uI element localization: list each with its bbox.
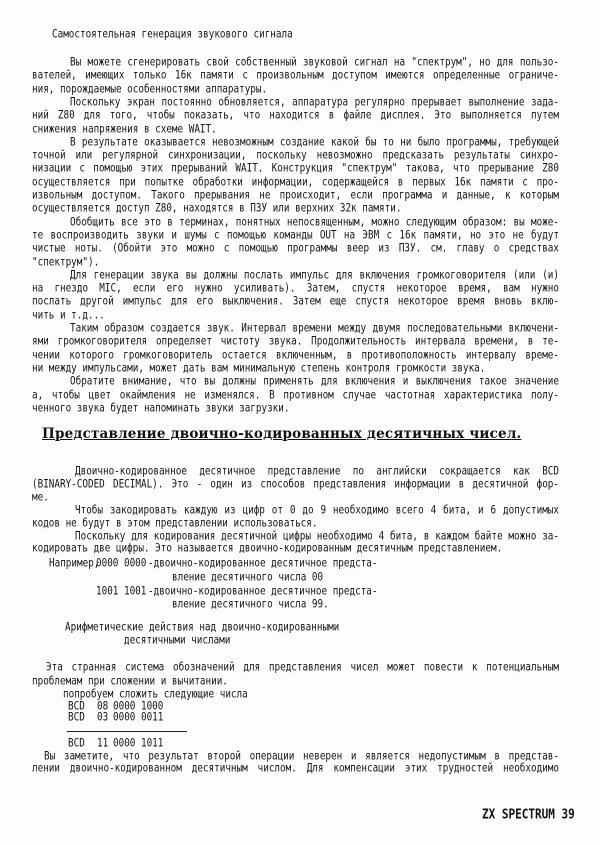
example-desc: -двоично-кодированное десятичное предста- [148, 584, 378, 599]
text-line: ний Z80 для того, чтобы показать, что находится в файле дисплея. Это выполняется путем [32, 108, 559, 123]
example-desc: вление десятичного числа 99. [172, 597, 329, 612]
text-line: Вы можете сгенерировать свой собственный звуковой сигнал на "спектрум", но для пользо- [70, 55, 559, 70]
text-line: ями громкоговорителя определяет чистоту звука. Продолжительность интервала времени, в те- [32, 334, 559, 349]
bcd-binary: 0000 1000 [113, 699, 164, 714]
text-line: Эта странная система обозначений для представления чисел может повести к потенциальным [46, 660, 559, 675]
subheading: десятичными числами [124, 633, 231, 648]
bcd-tag: BCD [68, 736, 85, 751]
section-title: Самостоятельная генерация звукового сигнала [52, 27, 293, 42]
text-line: кодов не будут в этом представлении использоваться. [32, 516, 318, 530]
text-line: Для генерации звука вы должны послать импульс для включения громкоговорителя (или (и) [70, 268, 559, 283]
addition-label: попробуем сложить следующие числа [63, 687, 248, 702]
text-line: на гнездо MIC, если его нужно усиливать). Затем, спустя некоторое время, вам нужно [32, 281, 559, 296]
subheading: Арифметические действия над двоично-кодированными [65, 620, 340, 635]
text-line: извольным доступом. Такого прерывания не происходит, если программа и данные, к которым [32, 188, 559, 203]
text-line: Таким образом создается звук. Интервал времени между двумя последовательными включени- [70, 321, 559, 336]
text-line: "спектрум"). [32, 255, 100, 269]
bcd-decimal: 11 [97, 736, 109, 751]
text-line: а, чтобы цвет окаймления не изменялся. В противном случае частотная характеристика полу- [32, 388, 559, 402]
section-heading: Представление двоично-кодированных десятичных чисел. [42, 426, 522, 442]
text-line: Двоично-кодированное десятичное представление по английски сокращается как BCD [75, 464, 559, 479]
text-line: кодировать две цифры. Это называется двоично-кодированным десятичным представлением. [32, 541, 503, 556]
text-line: чении которого громкоговоритель остается включенным, в противоположность интервалу време- [32, 348, 559, 362]
text-line: Вы заметите, что результат второй операции неверен и является недопустимым в представ- [44, 749, 559, 764]
text-line: Обратите внимание, что вы должны применять для включения и выключения такое значение [70, 374, 559, 389]
text-line: ме. [32, 490, 49, 505]
bcd-binary: 0000 0011 [113, 710, 164, 725]
example-desc: -двоично-кодированное десятичное предста- [148, 556, 378, 571]
example-code: 1001 1001 [96, 584, 147, 599]
bcd-decimal: 03 [97, 710, 109, 725]
bcd-tag: BCD [68, 699, 85, 714]
text-line: те воспроизводить звуки и шумы с помощью команды OUT на ЭВМ с 16к памяти, но это не будут [32, 228, 559, 243]
example-intro: Например, [49, 556, 100, 571]
text-line: Поскольку для кодирования десятичной цифры необходимо 4 бита, в каждом байте можно за- [75, 529, 559, 543]
text-line: ни между импульсами, может дать вам минимальную степень контроля громкости звука. [32, 361, 486, 376]
text-line: чистые ноты. (Обойти это можно с помощью программы веер из ПЗУ. см. главу о средствах [32, 241, 559, 256]
bcd-decimal: 08 [97, 699, 109, 714]
example-desc: вление десятичного числа 00 [172, 570, 324, 585]
bcd-tag: BCD [68, 710, 85, 725]
text-line: ченного звука будет напоминать звуки загрузки. [32, 401, 290, 416]
text-line: послать другой импульс для его выключения. Затем еще спустя некоторое время вновь вклю- [32, 294, 559, 309]
text-line: проблемам при сложении и вычитании. [32, 674, 228, 689]
text-line: Поскольку экран постоянно обновляется, аппаратура регулярно прерывает выполнение зада- [70, 95, 559, 110]
bcd-binary: 0000 1011 [113, 736, 164, 751]
text-line: вателей, имеющих только 16к памяти с произвольным доступом имеются определенные ограниче- [32, 68, 559, 83]
text-line: осуществляется при попытке обработки информации, содержащейся в первых 16к памяти с про- [32, 175, 559, 189]
text-line: В результате оказывается невозможным создание какой бы то ни было программы, требующей [70, 135, 559, 150]
text-line: точной или регулярной синхронизации, поскольку невозможно предсказать результаты синхро- [32, 148, 559, 163]
text-line: низации с помощью этих прерываний WAIT. Конструкция "спектрум" такова, что прерывание Z80 [32, 161, 559, 176]
example-code: 0000 0000 [96, 556, 147, 571]
text-line: снижения напряжения в схеме WAIT. [32, 122, 217, 136]
text-line: ния, порождаемые особенностями аппаратуры. [32, 82, 268, 96]
text-line: лении двоично-кодированном десятичным числом. Для компенсации этих трудностей необходимо [32, 761, 559, 776]
text-line: Обобщить все это в терминах, понятных непосвященным, можно следующим образом: вы може- [70, 215, 559, 229]
text-line: осуществляется доступ Z80, находятся в ПЗУ или верхних 32к памяти. [32, 201, 402, 216]
text-line: Чтобы закодировать каждую из цифр от 0 до 9 необходимо всего 4 бита, и 6 допустимых [75, 503, 559, 517]
text-line: (BINARY-CODED DECIMAL). Это - один из способов представления информации в десятичной фор- [32, 477, 559, 492]
page-footer: ZX SPECTRUM 39 [482, 806, 575, 823]
sum-divider [67, 731, 187, 732]
text-line: чить и т.д... [32, 308, 105, 322]
